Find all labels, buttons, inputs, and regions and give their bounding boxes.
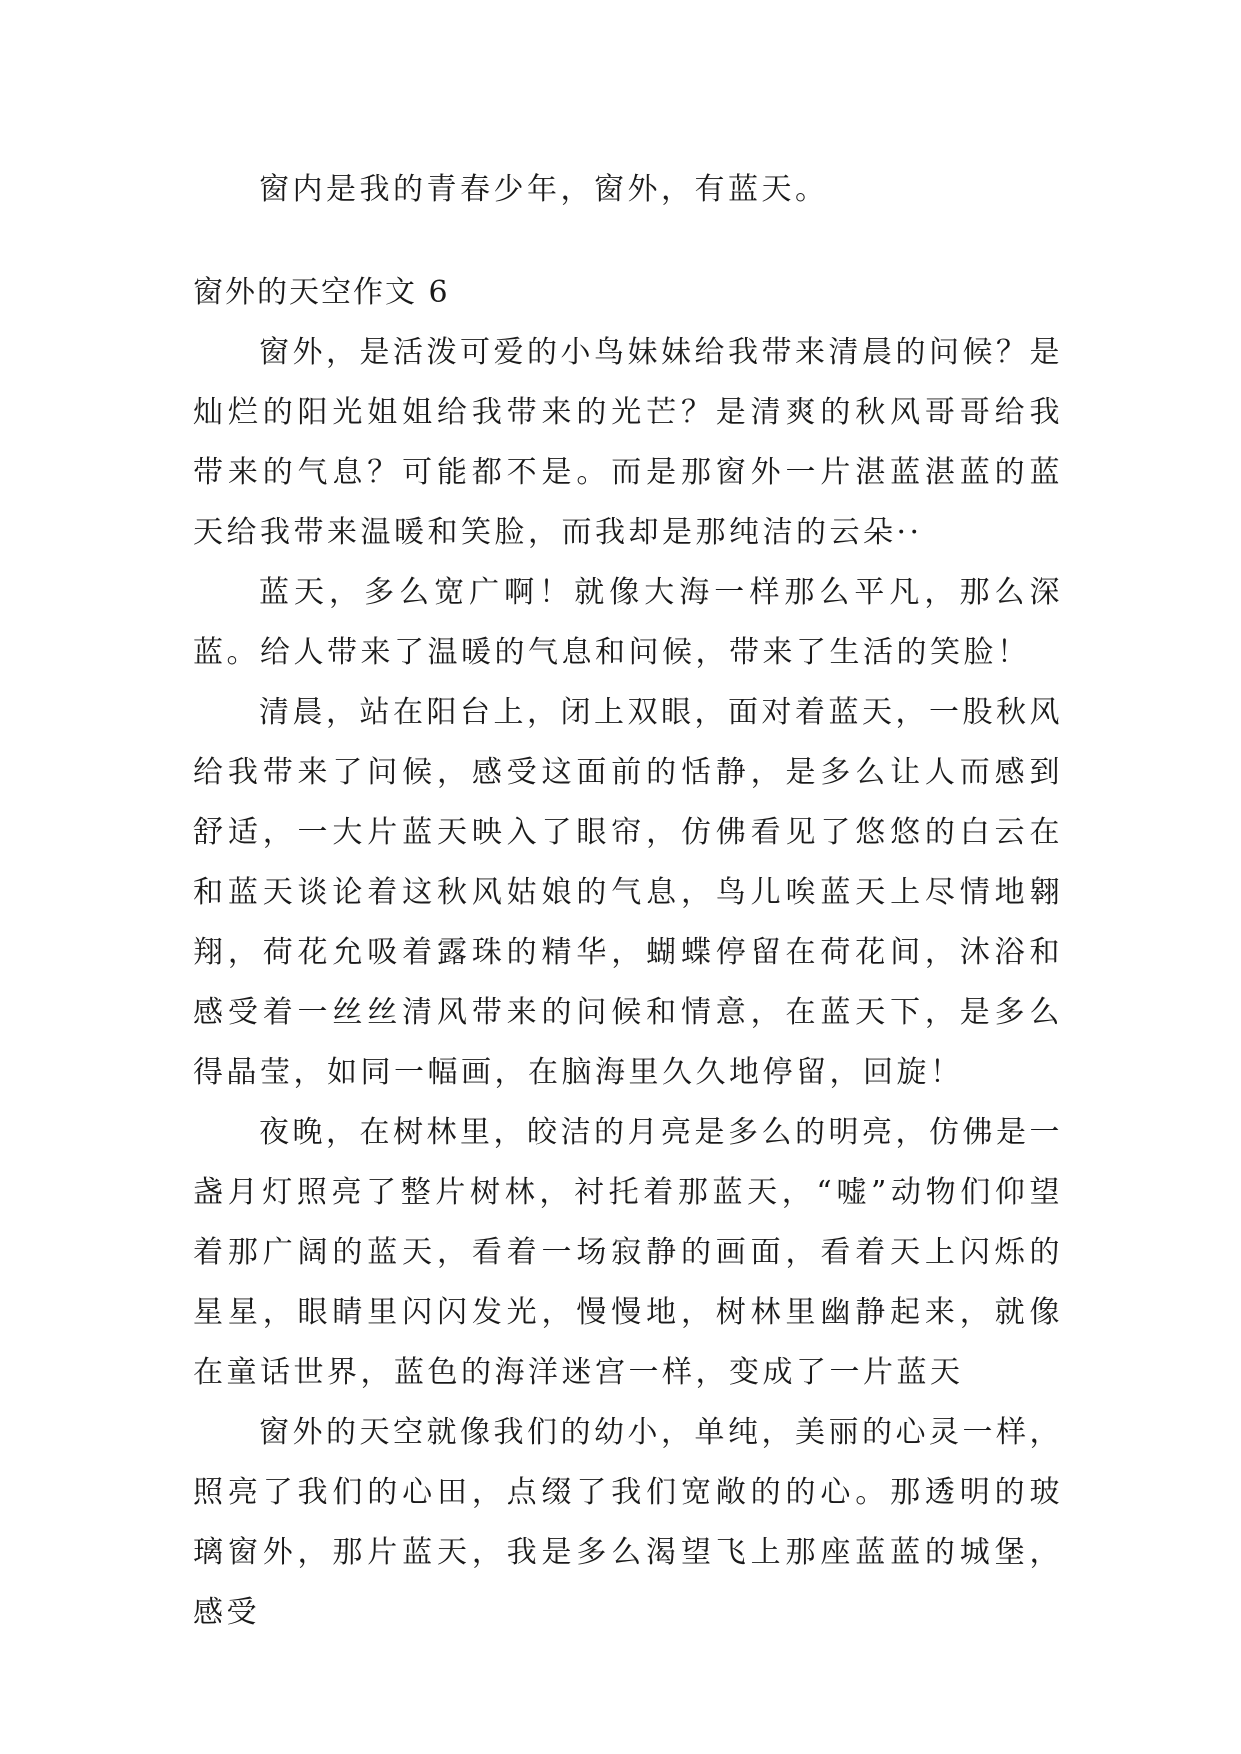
paragraph-1: 窗外，是活泼可爱的小鸟妹妹给我带来清晨的问候？是灿烂的阳光姐姐给我带来的光芒？是清爽的秋风哥哥给我带来的气息？可能都不是。而是那窗外一片湛蓝湛蓝的蓝天给我带来温暖和笑脸，而我却是那纯洁的云朵··	[193, 335, 1063, 550]
paragraph-5: 窗外的天空就像我们的幼小，单纯，美丽的心灵一样，照亮了我们的心田，点缀了我们宽敞的的心。那透明的玻璃窗外，那片蓝天，我是多么渴望飞上那座蓝蓝的城堡，感受	[193, 1415, 1063, 1630]
intro-paragraph: 窗内是我的青春少年，窗外，有蓝天。	[259, 172, 829, 207]
paragraph-4: 夜晚，在树林里，皎洁的月亮是多么的明亮，仿佛是一盏月灯照亮了整片树林，衬托着那蓝天，“嘘”动物们仰望着那广阔的蓝天，看着一场寂静的画面，看着天上闪烁的星星，眼睛里闪闪发光，慢慢地，树林里幽静起来，就像在童话世界，蓝色的海洋迷宫一样，变成了一片蓝天	[193, 1115, 1063, 1390]
document-body	[193, 160, 1063, 1643]
paragraph-2: 蓝天，多么宽广啊！就像大海一样那么平凡，那么深蓝。给人带来了温暖的气息和问候，带来了生活的笑脸！	[193, 575, 1063, 670]
paragraph-3: 清晨，站在阳台上，闭上双眼，面对着蓝天，一股秋风给我带来了问候，感受这面前的恬静，是多么让人而感到舒适，一大片蓝天映入了眼帘，仿佛看见了悠悠的白云在和蓝天谈论着这秋风姑娘的气息，鸟儿唉蓝天上尽情地翱翔，荷花允吸着露珠的精华，蝴蝶停留在荷花间，沐浴和感受着一丝丝清风带来的问候和情意，在蓝天下，是多么得晶莹，如同一幅画，在脑海里久久地停留，回旋！	[193, 695, 1063, 1090]
essay-heading: 窗外的天空作文 6	[193, 275, 450, 310]
